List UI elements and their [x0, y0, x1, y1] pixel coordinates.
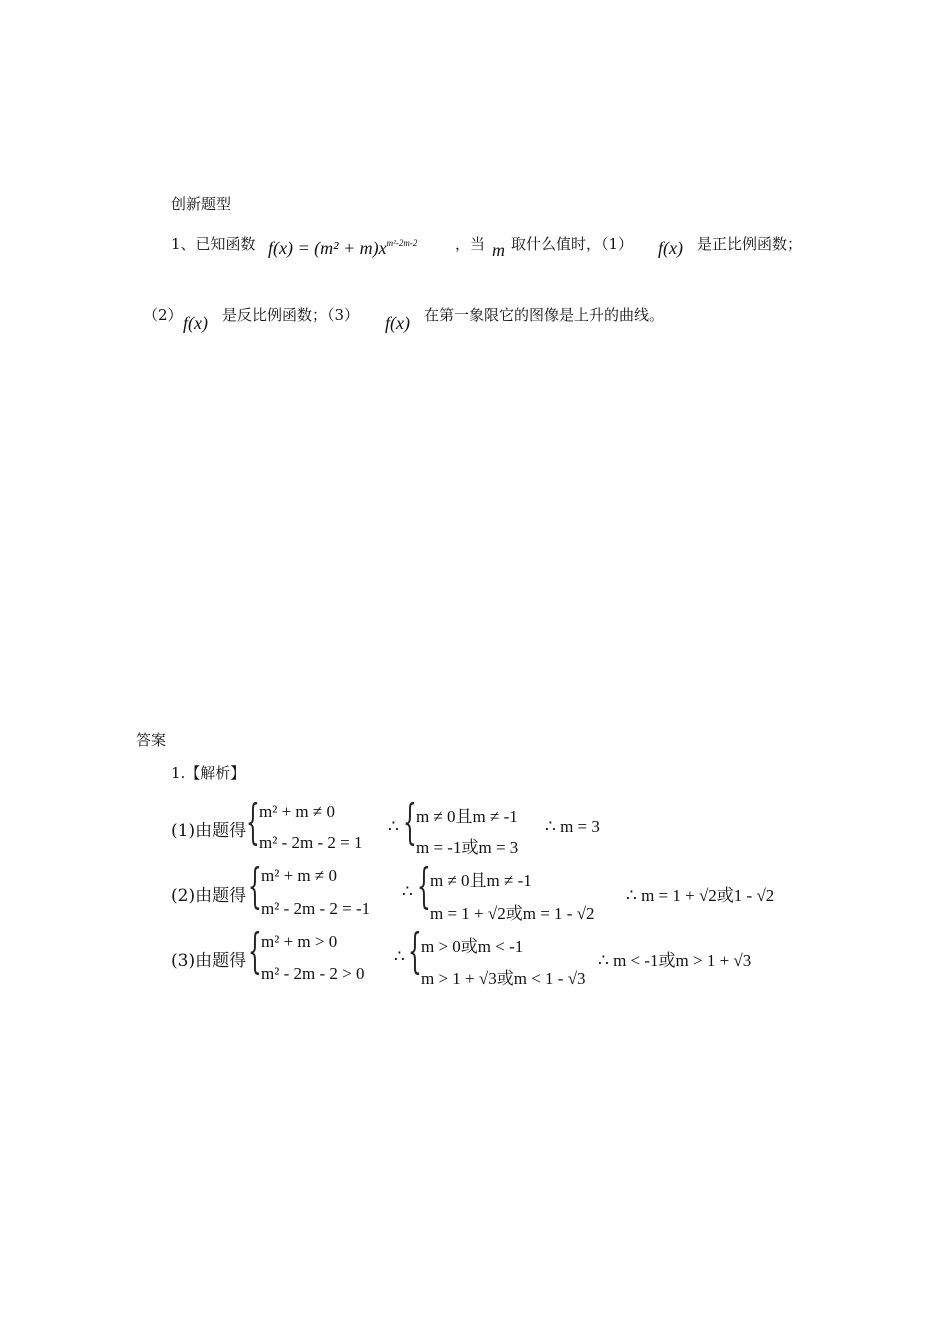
solution-3-brace-2: { — [408, 923, 422, 979]
part3-tail: 在第一象限它的图像是上升的曲线。 — [424, 306, 665, 324]
solution-1-label: (1)由题得 — [171, 821, 247, 841]
solution-3-eq-1a: m² + m > 0 — [261, 932, 338, 951]
solution-2-eq-2a: m ≠ 0且m ≠ -1 — [430, 871, 532, 890]
solution-3-label: (3)由题得 — [171, 951, 247, 971]
solution-1-eq-2a: m ≠ 0且m ≠ -1 — [416, 807, 518, 826]
solution-1-brace-2: { — [403, 794, 417, 850]
section-title: 创新题型 — [171, 195, 232, 213]
part2-label: （2） — [143, 306, 183, 324]
answer-title: 答案 — [136, 731, 167, 749]
variable-m: m — [492, 240, 505, 260]
solution-3-brace-1: { — [248, 923, 262, 979]
solution-3-result: ∴ m < -1或m > 1 + √3 — [598, 951, 752, 970]
solution-3-eq-1b: m² - 2m - 2 > 0 — [261, 964, 365, 983]
question-mid2: 取什么值时，（1） — [511, 235, 634, 253]
function-expression — [268, 238, 417, 259]
solution-1-eq-1a: m² + m ≠ 0 — [259, 802, 335, 821]
fx-part2: f(x) — [183, 313, 208, 333]
question-mid1: ，当 — [455, 235, 486, 253]
solution-1-brace-1: { — [246, 794, 260, 850]
function-exponent: m²-2m-2 — [386, 238, 418, 248]
part2-tail: 是反比例函数；（3） — [222, 306, 360, 324]
therefore-symbol-2: ∴ — [402, 882, 413, 902]
solution-2-eq-1b: m² - 2m - 2 = -1 — [261, 899, 371, 918]
function-formula: f(x) = (m² + m)x — [268, 238, 387, 258]
solution-3-eq-2a: m > 0或m < -1 — [421, 937, 524, 956]
analysis-label: 1.【解析】 — [171, 764, 246, 782]
solution-2-eq-1a: m² + m ≠ 0 — [261, 866, 337, 885]
fx-part3: f(x) — [385, 313, 410, 333]
solution-2-label: (2)由题得 — [171, 886, 247, 906]
therefore-symbol-1: ∴ — [388, 817, 399, 837]
solution-3-eq-2b: m > 1 + √3或m < 1 - √3 — [421, 969, 586, 988]
solution-2-result: ∴ m = 1 + √2或1 - √2 — [626, 886, 775, 905]
solution-2-eq-2b: m = 1 + √2或m = 1 - √2 — [430, 904, 595, 923]
therefore-symbol-3: ∴ — [394, 947, 405, 967]
fx-part1: f(x) — [658, 238, 683, 258]
solution-2-brace-1: { — [248, 858, 262, 914]
solution-1-eq-1b: m² - 2m - 2 = 1 — [259, 833, 363, 852]
solution-1-eq-2b: m = -1或m = 3 — [416, 838, 519, 857]
question-prefix: 1、已知函数 — [171, 235, 256, 253]
solution-1-result: ∴ m = 3 — [545, 817, 600, 836]
part1-tail: 是正比例函数； — [697, 235, 803, 253]
solution-2-brace-2: { — [417, 858, 431, 914]
